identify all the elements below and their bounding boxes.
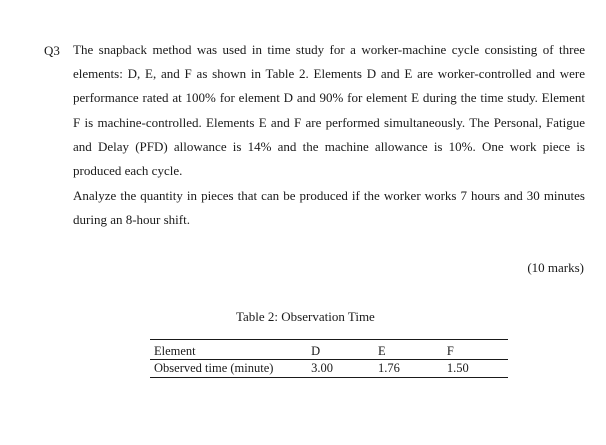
table-row — [150, 360, 508, 378]
header-e: E — [378, 340, 447, 360]
row-label: Observed time (minute) — [150, 360, 311, 378]
header-d: D — [311, 340, 378, 360]
header-element: Element — [150, 340, 311, 360]
question-paragraph-2: Analyze the quantity in pieces that can be produced if the worker works 7 hours and 30 minutes during an 8-hour shift. — [73, 188, 585, 228]
table-caption: Table 2: Observation Time — [236, 309, 375, 324]
table-header-row — [150, 340, 508, 360]
marks-label: (10 marks) — [527, 260, 584, 275]
value-d: 3.00 — [311, 360, 378, 378]
value-f: 1.50 — [447, 360, 508, 378]
question-number: Q3 — [44, 43, 60, 58]
header-f: F — [447, 340, 508, 360]
value-e: 1.76 — [378, 360, 447, 378]
question-paragraph-1: The snapback method was used in time study for a worker-machine cycle consisting of three elements: D, E, and F as shown in Table 2. Elements D and E are worker-controlled and were performance rated at 100% for element D and 90% for element E during the time study. Element F is machine-controlled. Elements E and F are performed simultaneously. The Personal, Fatigue and Delay (PFD) allowance is 14% and the machine allowance is 10%. One work piece is produced each cycle. — [73, 42, 585, 179]
observation-table — [150, 339, 508, 378]
